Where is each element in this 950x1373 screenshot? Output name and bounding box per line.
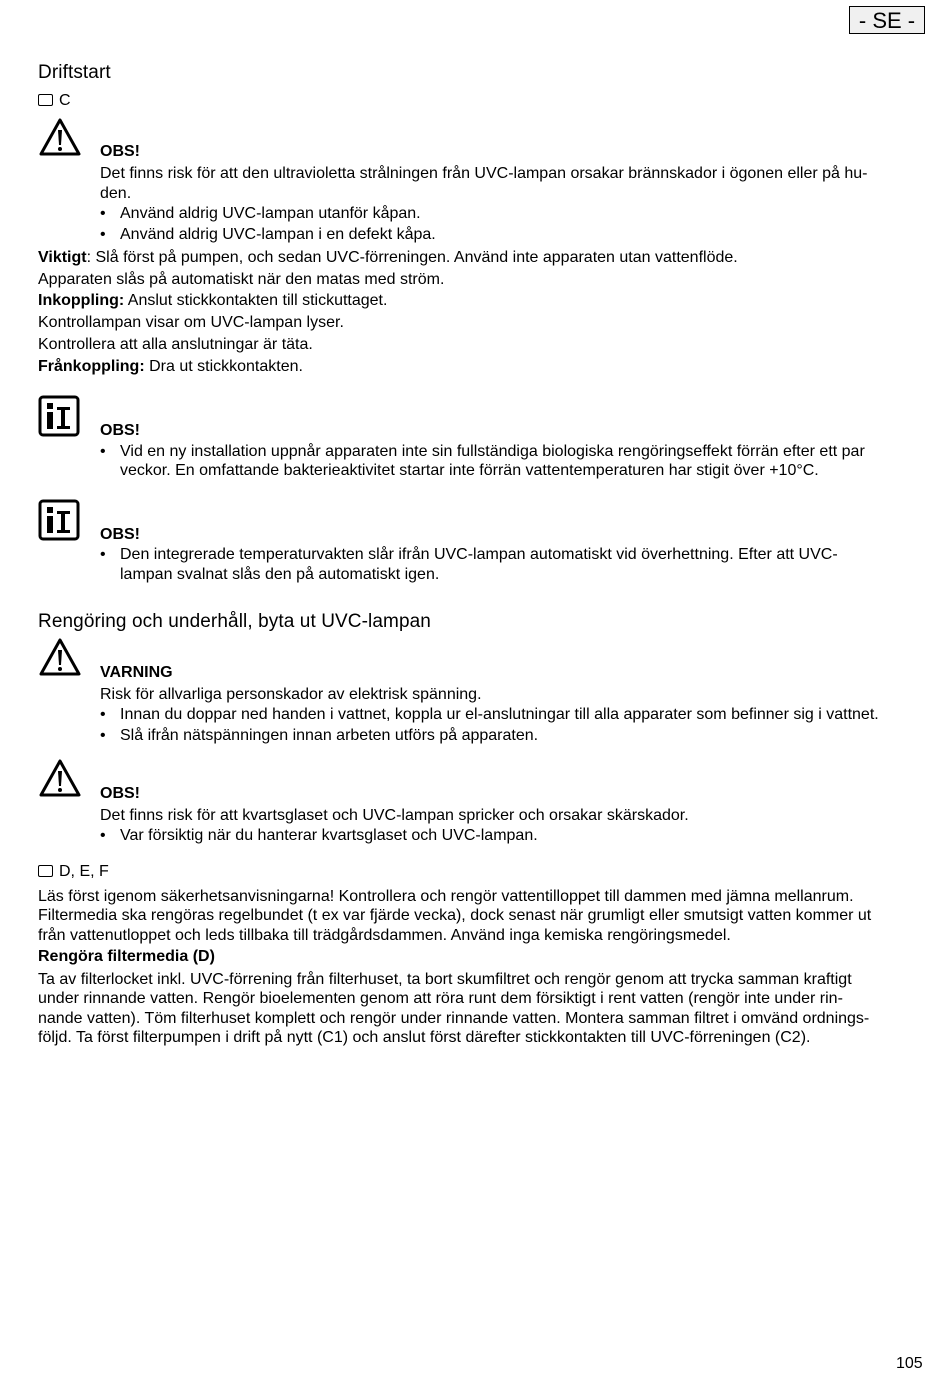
bullet-icon: • [100,827,106,844]
list-item: Slå ifrån nätspänningen innan arbeten utförs på apparaten. [120,727,539,744]
paragraph-line: under rinnande vatten. Rengör bioelementen genom att röra runt dem försiktigt i rent vatten (rengör inte under rin- [38,990,843,1007]
warning-label: OBS! [100,143,140,160]
list-item-cont: lampan svalnat slås den på automatiskt igen. [120,566,440,583]
section-title-cleaning: Rengöring och underhåll, byta ut UVC-lampan [38,611,431,632]
paragraph-line: följd. Ta först filterpumpen i drift på nytt (C1) och anslut först därefter stickkontakten till UVC-förreningen (C2). [38,1029,811,1046]
warning-triangle-icon [38,117,82,157]
page-number: 105 [896,1355,923,1372]
section-title-driftstart: Driftstart [38,62,111,83]
info-icon [38,395,80,437]
list-item-cont: veckor. En omfattande bakterieaktivitet startar inte förrän vattentemperaturen har stigit över +10°C. [120,462,819,479]
disconnect-instruction: Frånkoppling: Dra ut stickkontakten. [38,358,303,375]
list-item: Var försiktig när du hanterar kvartsglaset och UVC-lampan. [120,827,538,844]
bullet-icon: • [100,706,106,723]
warning-triangle-icon [38,758,82,798]
paragraph-line: Ta av filterlocket inkl. UVC-förrening från filterhuset, ta bort skumfiltret och rengör genom att trycka samman kraftigt [38,971,852,988]
bullet-icon: • [100,443,106,460]
paragraph-line: Filtermedia ska rengöras regelbundet (t ex var fjärde vecka), dock senast när grumligt eller smutsigt vatten kommer ut [38,907,872,924]
bullet-icon: • [100,727,106,744]
info-label: OBS! [100,526,140,543]
info-icon [38,499,80,541]
list-item: Den integrerade temperaturvakten slår ifrån UVC-lampan automatiskt vid överhettning. Efter att UVC- [120,546,838,563]
bullet-icon: • [100,205,106,222]
warning-text-cont: den. [100,185,132,202]
warning-label: VARNING [100,664,173,681]
caution-text: Det finns risk för att kvartsglaset och UVC-lampan spricker och orsakar skärskador. [100,807,689,824]
list-item: Vid en ny installation uppnår apparaten inte sin fullständiga biologiska rengöringseffekt förrän efter ett par [120,443,865,460]
figure-box-icon [38,94,53,106]
figure-reference: D, E, F [38,862,109,882]
figure-box-icon [38,865,53,877]
subheading: Rengöra filtermedia (D) [38,948,215,965]
list-item: Innan du doppar ned handen i vattnet, koppla ur el-anslutningar till alla apparater som befinner sig i vattnet. [120,706,879,723]
paragraph-line: från vattenutloppet och leds tillbaka till trädgårdsdammen. Använd inga kemiska rengöringsmedel. [38,927,731,944]
figure-reference: C [38,91,71,111]
info-label: OBS! [100,422,140,439]
list-item: Använd aldrig UVC-lampan i en defekt kåpa. [120,226,436,243]
auto-on-text: Apparaten slås på automatiskt när den matas med ström. [38,271,445,288]
warning-triangle-icon [38,637,82,677]
paragraph-line: nande vatten). Töm filterhuset komplett och rengör under rinnande vatten. Montera samman filtret i omvänd ordnings- [38,1010,870,1027]
bullet-icon: • [100,226,106,243]
paragraph-line: Läs först igenom säkerhetsanvisningarna! Kontrollera och rengör vattentilloppet till dammen med jämna mellanrum. [38,888,854,905]
control-lamp-text: Kontrollampan visar om UVC-lampan lyser. [38,314,344,331]
warning-text: Det finns risk för att den ultravioletta strålningen från UVC-lampan orsakar brännskador i ögonen eller på hu- [100,165,868,182]
language-badge: - SE - [849,6,925,34]
warning-text: Risk för allvarliga personskador av elektrisk spänning. [100,686,482,703]
bullet-icon: • [100,546,106,563]
caution-label: OBS! [100,785,140,802]
check-connections-text: Kontrollera att alla anslutningar är täta. [38,336,313,353]
connect-instruction: Inkoppling: Anslut stickkontakten till stickuttaget. [38,292,388,309]
important-note: Viktigt: Slå först på pumpen, och sedan UVC-förreningen. Använd inte apparaten utan vattenflöde. [38,249,738,266]
list-item: Använd aldrig UVC-lampan utanför kåpan. [120,205,421,222]
